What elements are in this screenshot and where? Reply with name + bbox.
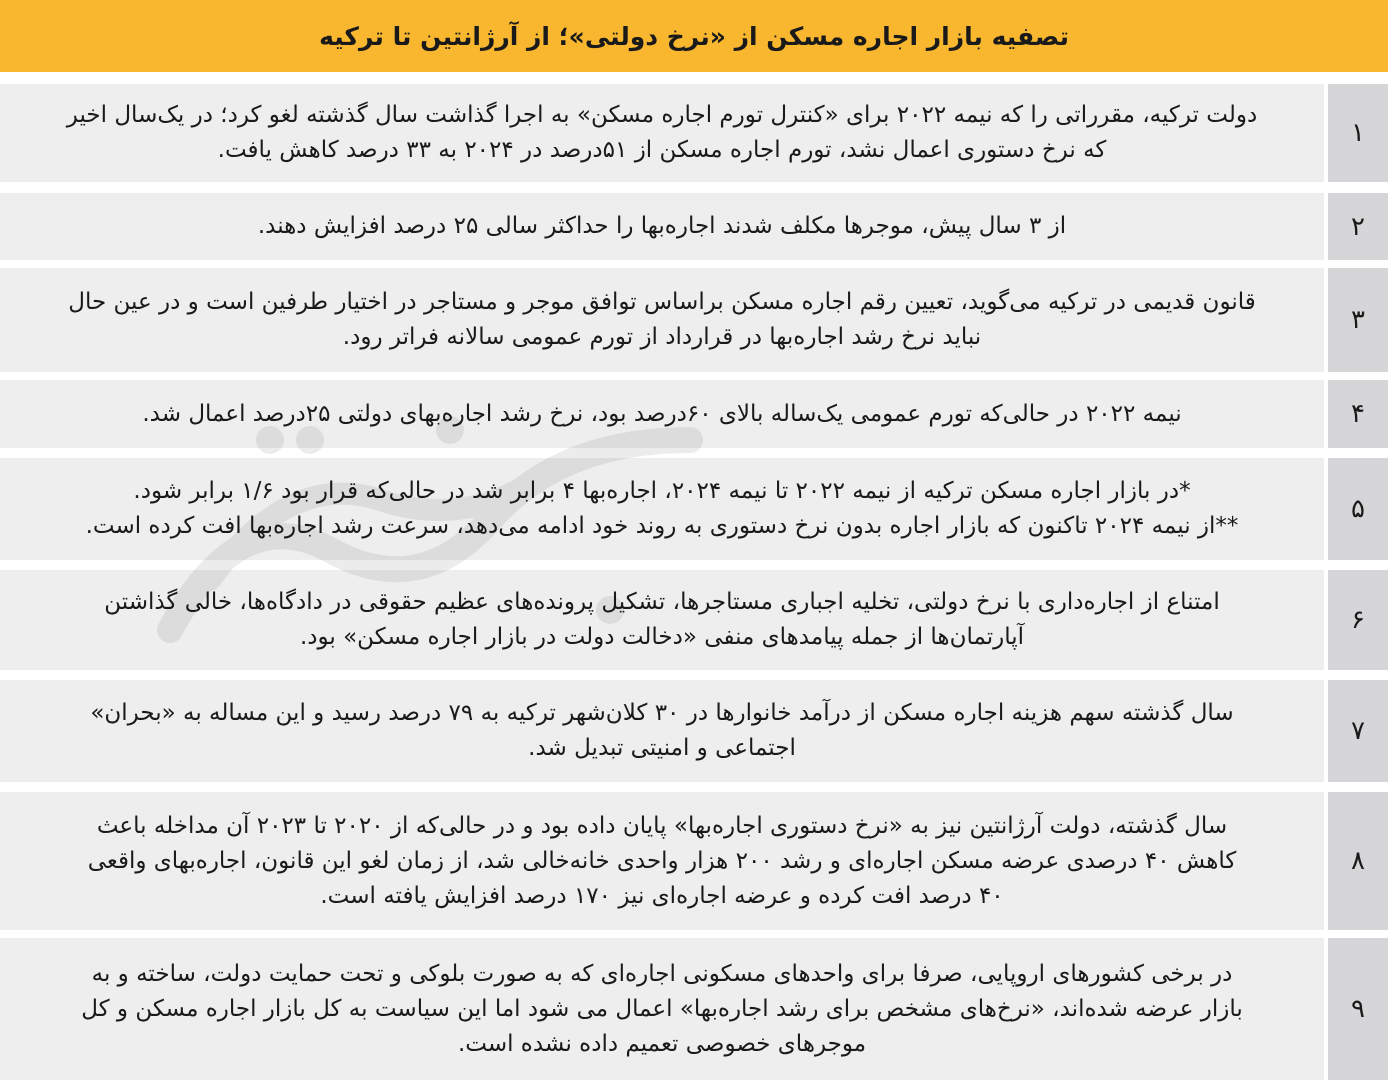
row-text-cell [0, 268, 1324, 372]
row-text-cell [0, 458, 1324, 560]
row-text-cell [0, 570, 1324, 670]
facts-table [0, 72, 1388, 1080]
row-text: در برخی کشورهای اروپایی، صرفا برای واحدهای مسکونی اجاره‌ای که به صورت بلوکی و تحت حمایت دولت، ساخته و به بازار عرضه شده‌اند، «نرخ‌های مشخص برای رشد اجاره‌بها» اعمال می شود اما این سیاست به کل بازار اجاره مسکن و کل موجرهای خصوصی تعمیم داده نشده است. [81, 960, 1243, 1057]
row-number: ۳ [1351, 305, 1365, 335]
row-number-cell [1328, 380, 1388, 448]
row-number-cell [1328, 792, 1388, 930]
row-number: ۸ [1351, 846, 1365, 876]
row-number: ۱ [1351, 118, 1365, 148]
row-text: امتناع از اجاره‌داری با نرخ دولتی، تخلیه اجباری مستاجرها، تشکیل پرونده‌های عظیم حقوقی در دادگاه‌ها، خالی گذاشتن آپارتمان‌ها از جمله پیامدهای منفی «دخالت دولت در بازار اجاره مسکن» بود. [104, 589, 1220, 650]
table-row [0, 380, 1388, 448]
row-text: از ۳ سال پیش، موجرها مکلف شدند اجاره‌بها را حداکثر سالی ۲۵ درصد افزایش دهند. [257, 213, 1067, 239]
table-row [0, 938, 1388, 1080]
row-text: دولت ترکیه، مقرراتی را که نیمه ۲۰۲۲ برای «کنترل تورم اجاره مسکن» به اجرا گذاشت سال گذشته لغو کرد؛ در یک‌سال اخیر که نرخ دستوری اعمال نشد، تورم اجاره مسکن از ۵۱درصد در ۲۰۲۴ به ۳۳ درصد کاهش یافت. [66, 102, 1258, 163]
table-row [0, 570, 1388, 670]
row-text-cell [0, 792, 1324, 930]
row-number: ۲ [1351, 211, 1365, 242]
table-title: تصفیه بازار اجاره مسکن از «نرخ دولتی»؛ از آرژانتین تا ترکیه [319, 21, 1069, 51]
row-number-cell [1328, 84, 1388, 182]
table-row [0, 268, 1388, 372]
row-number: ۴ [1351, 399, 1365, 429]
row-number-cell [1328, 193, 1388, 260]
table-header [0, 0, 1388, 72]
row-text-cell [0, 380, 1324, 448]
table-row [0, 458, 1388, 560]
row-text-cell [0, 193, 1324, 260]
row-text: سال گذشته سهم هزینه اجاره مسکن از درآمد خانوارها در ۳۰ کلان‌شهر ترکیه به ۷۹ درصد رسید و این مساله به «بحران» اجتماعی و امنیتی تبدیل شد. [90, 700, 1234, 761]
row-text-cell [0, 84, 1324, 182]
row-text: قانون قدیمی در ترکیه می‌گوید، تعیین رقم اجاره مسکن براساس توافق موجر و مستاجر در اختیار طرفین است و در عین حال نباید نرخ رشد اجاره‌بها در قرارداد از تورم عمومی سالانه فراتر رود. [68, 289, 1256, 350]
row-text-cell [0, 680, 1324, 782]
row-text-cell [0, 938, 1324, 1080]
row-number: ۵ [1351, 494, 1365, 524]
row-number-cell [1328, 570, 1388, 670]
table-row [0, 193, 1388, 260]
row-number: ۷ [1351, 716, 1365, 746]
row-number-cell [1328, 458, 1388, 560]
row-text: سال گذشته، دولت آرژانتین نیز به «نرخ دستوری اجاره‌بها» پایان داده بود و در حالی‌که از ۲۰۲۰ تا ۲۰۲۳ آن مداخله باعث کاهش ۴۰ درصدی عرضه مسکن اجاره‌ای و رشد ۲۰۰ هزار واحدی خانه‌خالی شد، از زمان لغو این قانون، اجاره‌بهای واقعی ۴۰ درصد افت کرده و عرضه اجاره‌ای نیز ۱۷۰ درصد افزایش یافته است. [87, 812, 1237, 909]
row-number-cell [1328, 268, 1388, 372]
row-number: ۶ [1351, 605, 1365, 635]
row-number: ۹ [1351, 994, 1365, 1024]
table-row [0, 792, 1388, 930]
row-text: *در بازار اجاره مسکن ترکیه از نیمه ۲۰۲۲ تا نیمه ۲۰۲۴، اجاره‌بها ۴ برابر شد در حالی‌که قرار بود ۱/۶ برابر شود. **از نیمه ۲۰۲۴ تاکنون که بازار اجاره بدون نرخ دستوری به روند خود ادامه می‌دهد، سرعت رشد اجاره‌بها افت کرده است. [85, 478, 1239, 539]
row-number-cell [1328, 938, 1388, 1080]
row-number-cell [1328, 680, 1388, 782]
table-row [0, 680, 1388, 782]
table-row [0, 84, 1388, 182]
row-text: نیمه ۲۰۲۲ در حالی‌که تورم عمومی یک‌ساله بالای ۶۰درصد بود، نرخ رشد اجاره‌بهای دولتی ۲۵درصد اعمال شد. [142, 400, 1182, 427]
